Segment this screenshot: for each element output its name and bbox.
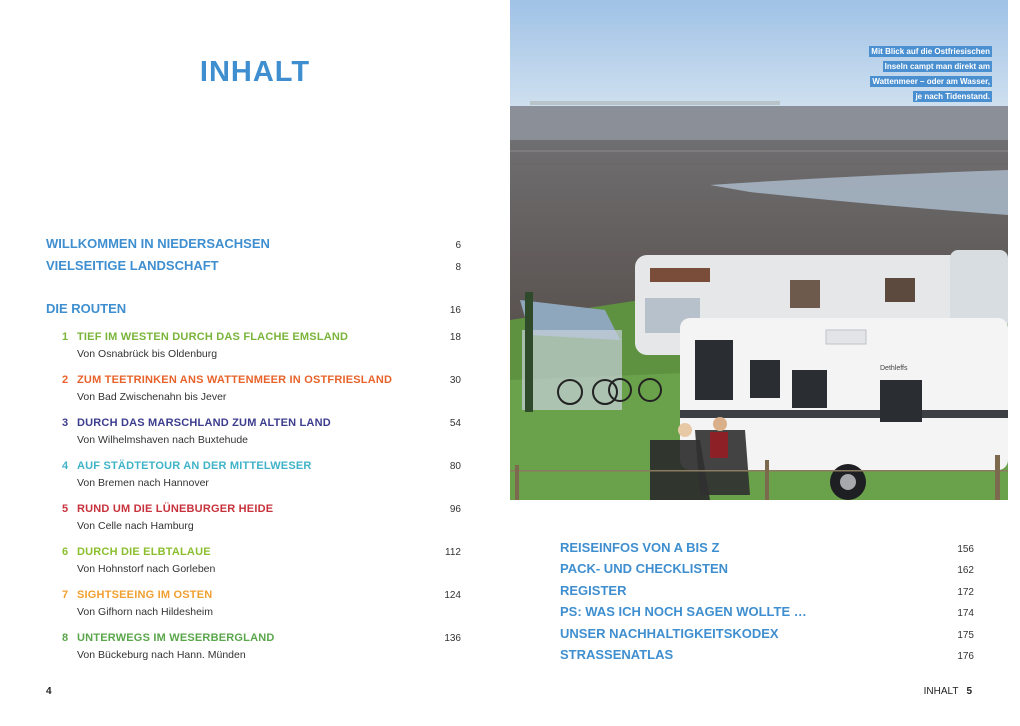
route-entry-5[interactable]	[62, 503, 461, 532]
route-subtitle: Von Osnabrück bis Oldenburg	[77, 348, 218, 360]
page-heading: INHALT	[199, 56, 311, 88]
page-number-right: 5	[966, 686, 972, 697]
toc-entry-title: VIELSEITIGE LANDSCHAFT	[46, 258, 219, 273]
route-page: 124	[444, 590, 461, 601]
toc-entry-title: WILLKOMMEN IN NIEDERSACHSEN	[46, 236, 270, 251]
route-subtitle: Von Gifhorn nach Hildesheim	[77, 606, 213, 618]
toc-entry-nachhaltigkeit[interactable]	[560, 626, 974, 641]
route-page: 30	[449, 375, 461, 386]
route-page: 18	[449, 332, 461, 343]
toc-entry-title: REISEINFOS VON A BIS Z	[560, 540, 720, 555]
toc-entry-title: PACK- UND CHECKLISTEN	[560, 561, 729, 576]
toc-entry-ps[interactable]	[560, 604, 974, 619]
route-page: 54	[449, 418, 461, 429]
route-subtitle: Von Bückeburg nach Hann. Münden	[77, 649, 246, 661]
toc-entry-page: 176	[957, 651, 974, 662]
route-entry-3[interactable]	[62, 417, 461, 446]
running-footer	[924, 686, 972, 697]
route-title: 2 ZUM TEETRINKEN ANS WATTENMEER IN OSTFRIESLAND	[62, 374, 393, 386]
route-subtitle: Von Bad Zwischenahn bis Jever	[77, 391, 227, 403]
route-title: 6 DURCH DIE ELBTALAUE	[62, 546, 211, 558]
route-title: 1 TIEF IM WESTEN DURCH DAS FLACHE EMSLAND	[62, 331, 349, 343]
toc-entry-reiseinfos[interactable]	[560, 540, 974, 555]
toc-entry-register[interactable]	[560, 583, 974, 598]
route-title: 3 DURCH DAS MARSCHLAND ZUM ALTEN LAND	[62, 417, 331, 429]
toc-entry-checklisten[interactable]	[560, 561, 974, 576]
route-entry-8[interactable]	[62, 632, 461, 661]
right-page	[510, 0, 1020, 726]
footer-label: INHALT	[923, 686, 959, 697]
route-page: 80	[449, 461, 461, 472]
route-entry-4[interactable]	[62, 460, 461, 489]
toc-entry-title: STRASSENATLAS	[560, 647, 674, 662]
route-entry-1[interactable]	[62, 331, 461, 360]
toc-entry-strassenatlas[interactable]	[560, 647, 974, 662]
route-title: 4 AUF STÄDTETOUR AN DER MITTELWESER	[62, 460, 312, 472]
route-entry-6[interactable]	[62, 546, 461, 575]
toc-entry-willkommen[interactable]	[46, 236, 461, 251]
toc-entry-page: 6	[455, 240, 461, 251]
toc-entry-page: 174	[957, 608, 974, 619]
route-page: 112	[445, 547, 461, 558]
route-title: 5 RUND UM DIE LÜNEBURGER HEIDE	[62, 503, 274, 515]
toc-entry-page: 162	[957, 565, 974, 576]
toc-section-title: DIE ROUTEN	[46, 301, 127, 316]
toc-section-page: 16	[449, 305, 461, 316]
page-number-left: 4	[46, 686, 52, 697]
route-page: 136	[444, 633, 461, 644]
route-subtitle: Von Celle nach Hamburg	[77, 520, 194, 532]
toc-section-routen[interactable]	[46, 301, 461, 316]
toc-entry-title: REGISTER	[560, 583, 627, 598]
toc-entry-title: PS: WAS ICH NOCH SAGEN WOLLTE …	[560, 604, 807, 619]
route-subtitle: Von Hohnstorf nach Gorleben	[77, 563, 216, 575]
route-entry-7[interactable]	[62, 589, 461, 618]
toc-entry-page: 175	[957, 630, 974, 641]
toc-entry-landschaft[interactable]	[46, 258, 461, 273]
caravan-brand-lettering: Dethleffs	[880, 365, 908, 372]
route-title: 8 UNTERWEGS IM WESERBERGLAND	[62, 632, 275, 644]
route-subtitle: Von Wilhelmshaven nach Buxtehude	[77, 434, 249, 446]
route-subtitle: Von Bremen nach Hannover	[77, 477, 209, 489]
photo-caption: Mit Blick auf die Ostfriesischen Inseln campt man direkt am Wattenmeer – oder am Wasser, je nach Tidenstand.	[871, 47, 990, 101]
toc-entry-title: UNSER NACHHALTIGKEITSKODEX	[560, 626, 779, 641]
route-entry-2[interactable]	[62, 374, 461, 403]
toc-entry-page: 8	[455, 262, 461, 273]
toc-entry-page: 156	[957, 544, 974, 555]
route-page: 96	[449, 504, 461, 515]
route-title: 7 SIGHTSEEING IM OSTEN	[62, 589, 213, 601]
toc-entry-page: 172	[957, 587, 974, 598]
